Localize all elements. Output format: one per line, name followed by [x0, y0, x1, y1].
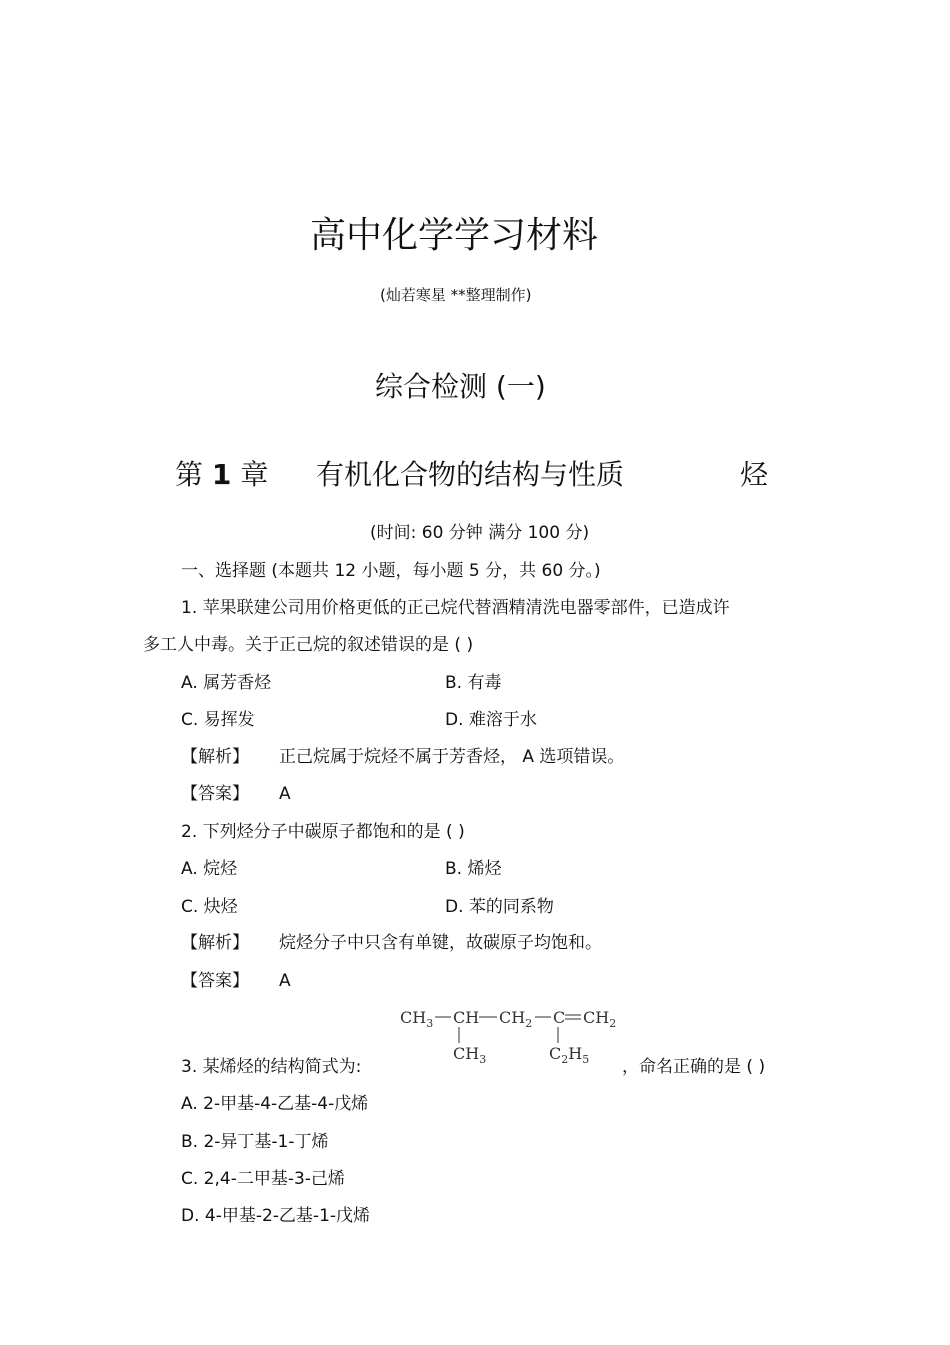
svg-text:CH2: $CH_2$: [583, 1008, 617, 1030]
q3-option-d: D. 4-甲基-2-乙基-1-戊烯: [181, 1206, 371, 1226]
chapter-suffix: 章: [240, 458, 269, 491]
test-title: 综合检测 (一): [375, 370, 546, 403]
q2-option-a: A. 烷烃: [181, 859, 238, 879]
q2-answer-label: 【答案】: [181, 971, 249, 991]
q1-option-a: A. 属芳香烃: [181, 673, 272, 693]
q2-option-c: C. 炔烃: [181, 897, 238, 917]
q3-stem-prefix: 3. 某烯烃的结构简式为:: [181, 1057, 362, 1077]
section-heading: 一、选择题 (本题共 12 小题，每小题 5 分，共 60 分。): [181, 561, 601, 581]
q1-option-b: B. 有毒: [445, 673, 502, 693]
q3-option-c: C. 2,4-二甲基-3-己烯: [181, 1169, 345, 1189]
document-title: 高中化学学习材料: [310, 215, 599, 256]
time-info: (时间: 60 分钟 满分 100 分): [370, 523, 590, 543]
q1-stem-line2: 多工人中毒。关于正己烷的叙述错误的是 ( ): [143, 635, 474, 655]
svg-text:C2H5: $C_2H_5$: [549, 1044, 590, 1066]
q2-option-b: B. 烯烃: [445, 859, 502, 879]
chapter-prefix: 第: [175, 458, 204, 491]
q3-stem-suffix: ，命名正确的是 ( ): [622, 1057, 766, 1077]
chapter-name: 有机化合物的结构与性质: [316, 458, 625, 491]
svg-text:C: C: [553, 1008, 566, 1027]
svg-text:CH3: $CH_3$: [400, 1008, 434, 1030]
structural-formula: [395, 1003, 625, 1075]
document-subtitle: (灿若寒星 **整理制作): [380, 286, 532, 304]
svg-text:CH2: $CH_2$: [499, 1008, 533, 1030]
q1-answer: A: [279, 784, 291, 804]
q2-analysis-label: 【解析】: [181, 933, 249, 953]
q1-option-c: C. 易挥发: [181, 710, 255, 730]
q2-stem: 2. 下列烃分子中碳原子都饱和的是 ( ): [181, 822, 465, 842]
q2-analysis: 烷烃分子中只含有单键，故碳原子均饱和。: [279, 933, 602, 953]
chapter-extra: 烃: [740, 458, 769, 491]
chapter-number: 1: [211, 458, 232, 491]
q3-option-a: A. 2-甲基-4-乙基-4-戊烯: [181, 1094, 369, 1114]
q2-answer: A: [279, 971, 291, 991]
q1-stem-line1: 1. 苹果联建公司用价格更低的正己烷代替酒精清洗电器零部件，已造成许: [181, 598, 730, 618]
svg-text:CH: CH: [453, 1008, 480, 1027]
chapter-heading: [175, 457, 268, 493]
svg-text:CH3: $CH_3$: [453, 1044, 487, 1066]
q1-option-d: D. 难溶于水: [445, 710, 537, 730]
q3-option-b: B. 2-异丁基-1-丁烯: [181, 1132, 329, 1152]
q1-analysis: 正己烷属于烷烃不属于芳香烃， A 选项错误。: [279, 747, 625, 767]
q1-answer-label: 【答案】: [181, 784, 249, 804]
q2-option-d: D. 苯的同系物: [445, 897, 554, 917]
q1-analysis-label: 【解析】: [181, 747, 249, 767]
